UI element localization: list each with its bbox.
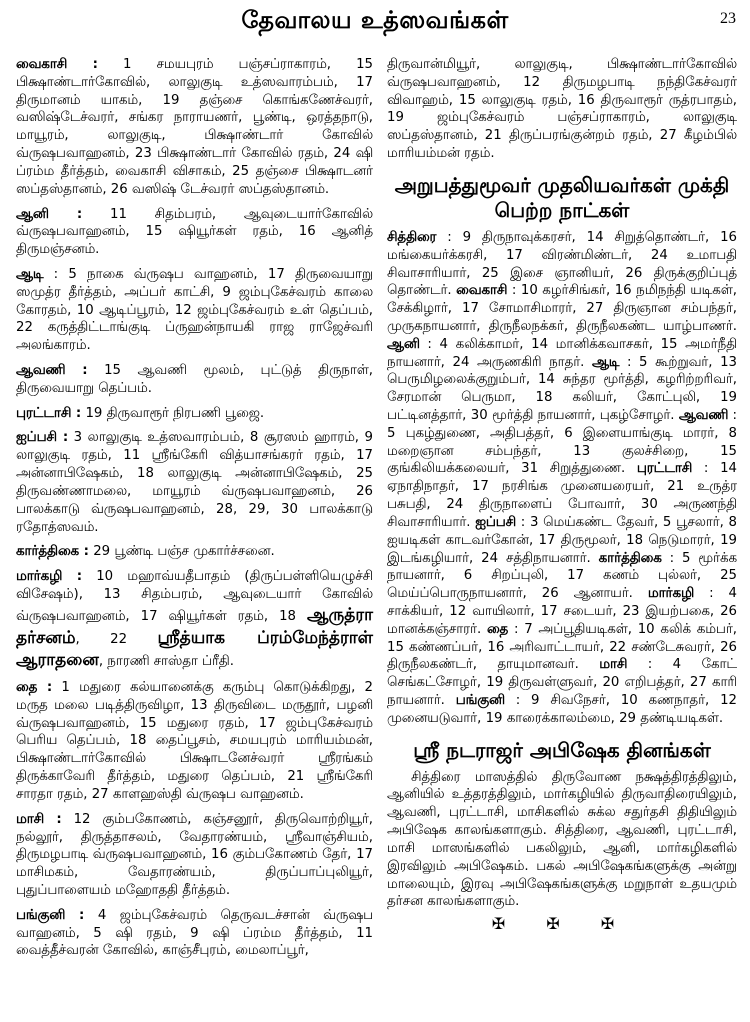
- left-column: [16, 56, 373, 967]
- month-label: தை :: [16, 680, 53, 696]
- entry-text: 10 மஹாவ்யதீபாதம் (திருப்பள்ளியெழுச்சி விசேஷம்), 13 சிதம்பரம், ஆவுடையார் கோவில் வ்ருஷபவாஹனம், 17 ஷியூர்கள் ரதம், 18: [16, 569, 373, 624]
- nayanmar-list: [387, 229, 737, 728]
- month-label: மார்கழி :: [16, 569, 83, 585]
- section-title-nataraja: ஸ்ரீ நடராஜர் அபிஷேக தினங்கள்: [413, 737, 711, 762]
- month-label: ஆடி: [591, 354, 620, 370]
- highlight-aradhana: ஸ்ரீத்யாக ப்ரம்மேந்த்ராள் ஆராதனை: [16, 627, 373, 671]
- month-label: புரட்டாசி :: [16, 405, 82, 421]
- entry-text: 3 லாலுகுடி உத்ஸவாரம்பம், 8 சூரஸம் ஹாரம், 9 லாலுகுடி ரதம், 11 ஸ்ரீங்கேரி வித்யாசங்கரர் ரதம், 17 அன்னாபிஷேகம், 18 லாலுகுடி அன்னாபிஷேகம், 25 திருவண்ணாமலை, மாயூரம் வ்ருஷபவாஹனம், 26 பாலக்காடு வ்ருஷபவாஹனம், 28, 29, 30 பாலக்காடு ரதோத்ஸவம்.: [16, 430, 373, 535]
- entry-text: 19 திருவாரூர் நிரபணி பூஜை.: [81, 405, 265, 421]
- section-title-nayanmar: அறுபத்துமூவர் முதலியவர்கள் முக்தி பெற்ற நாட்கள்: [394, 172, 730, 222]
- entry-text: 1 மதுரை கல்யானைக்கு கரும்பு கொடுக்கிறது, 2 மருத மலை படித்திருவிழா, 13 திருவிடை மருதூர், பழனி வ்ருஷபவாஹனம், 15 மதுரை ரதம், 17 ஜம்புகேச்வரம் பெரிய தெப்பம், 18 தைப்பூசம், சமயபுரம் மாரியம்மன், பிக்ஷாண்டார்கோவில் பிக்ஷாடனேச்வரர் ஸ்ரீரங்கம் திருக்காவேரி தீர்த்தம், மதுரை தெப்பம், 21 ஸ்ரீங்கேரி சாரதா ரதம், 27 காளஹஸ்தி வ்ருஷப வாஹனம்.: [16, 680, 373, 802]
- festival-entry-aani: [16, 206, 373, 259]
- footer-ornament-icon: ✠ ✠ ✠: [491, 914, 633, 934]
- month-label: கார்த்திகை: [598, 550, 662, 566]
- month-label: பங்குனி :: [16, 907, 85, 923]
- entry-text: : 4 சாக்கியர், 12 வாயிலார், 17 சடையர், 23 இயற்பகை, 26 மானக்கஞ்சாரர்.: [387, 586, 737, 637]
- month-label: மாசி :: [16, 811, 62, 827]
- month-label: ஆவணி: [678, 408, 729, 423]
- entry-text: 12 கும்பகோணம், கஞ்சனூர், திருவொற்றியூர், நல்லூர், திருத்தாசலம், வேதாரண்யம், ஸ்ரீவாஞ்சியம், திருமழபாடி வ்ருஷபவாஹனம், 16 கும்பகோணம் தேர், 17 மாசிமகம், வேதாரண்யம், திருப்பாப்புலியூர், புதுப்பாளையம் மஹோததி தீர்த்தம்.: [16, 811, 373, 898]
- page-number: 23: [720, 10, 736, 27]
- entry-text: : 9 சிவநேசர், 10 கணநாதர், 12 முனையடுவார், 19 காரைக்காலம்மை, 29 தண்டியடிகள்.: [387, 693, 737, 726]
- highlight-arudra: ஆருத்ரா தர்சனம்: [16, 604, 373, 648]
- entry-text: : 4 கலிக்காமர், 14 மானிக்கவாசகர், 15 அமர்நீதி நாயனார், 24 அருணகிரி நாதர்.: [387, 336, 737, 370]
- page-header: [0, 6, 750, 40]
- entry-text: : 7 அப்பூதியடிகள், 10 கலிக் கம்பர், 15 கண்ணப்பர், 16 அரிவாட்டாயர், 22 சண்டேசுவரர், 26 திருநீலகண்டர், தாயுமானவர்.: [387, 621, 737, 673]
- entry-text: : 4 கோட் செங்கட்சோழர், 19 திருவள்ளுவர், 20 எறிபத்தர், 27 காரி நாயனார்.: [387, 657, 737, 708]
- month-label: வைகாசி: [456, 283, 508, 299]
- month-label: சித்திரை: [387, 229, 437, 245]
- month-label: ஆனி :: [16, 206, 83, 222]
- entry-text: : 5 புகழ்துணை, அதிபத்தர், 6 இளையாங்குடி மாரர், 8 மறைஞான சம்பந்தர், 13 குலச்சிறை, 15 குங்கிலியக்கலையர், 31 சிறுத்துணை.: [387, 408, 737, 477]
- entry-text: 15 ஆவணி மூலம், புட்டுத் திருநாள், திருவையாறு தெப்பம்.: [16, 363, 373, 396]
- month-label: மாசி: [599, 657, 628, 673]
- festival-entry-vaikasi: [16, 56, 373, 199]
- entry-text: : 3 மெய்கண்ட தேவர், 5 பூசலார், 8 ஐயடிகள் காடவர்கோன், 17 திருமூலர், 18 நெடுமாரர், 19 இடங்கழியார், 24 சத்திநாயனார்.: [387, 514, 738, 566]
- month-label: மார்கழி: [647, 586, 695, 602]
- page-title: தேவாலய உத்ஸவங்கள்: [241, 6, 509, 34]
- month-label: ஆடி: [16, 266, 44, 282]
- month-label: ஆனி: [387, 336, 420, 352]
- festival-entry-margazhi: [16, 568, 373, 672]
- month-label: பங்குனி: [455, 693, 505, 708]
- entry-text: : 5 நாகை வ்ருஷப வாஹனம், 17 திருவையாறு ஸமுத்ர தீர்த்தம், அப்பர் காட்சி, 9 ஜம்புகேச்வரம் காலை கோரதம், 10 ஆடிப்பூரம், 12 ஜம்புகேச்வரம் உள் தெப்பம், 22 கருத்திட்டாங்குடி ப்ருஹன்நாயகி ராஜ ராஜேச்வரி அலங்காரம்.: [16, 266, 373, 354]
- month-label: வைகாசி :: [16, 57, 98, 72]
- entry-text: 29 பூண்டி பஞ்ச முகார்ச்சனை.: [89, 544, 275, 560]
- festival-entry-karthigai: [16, 543, 373, 561]
- entry-text: : 10 கழர்சிங்கர், 16 நமிநந்தி யடிகள், சேக்கிழார், 17 சோமாசிமாரர், 27 திருஞான சம்பந்தர், முருகநாயனார், திருநீலநக்கர், திருநீலகண்ட யாழ்பாணர்.: [387, 283, 737, 334]
- entry-text: : 5 கூற்றுவர், 13 பெருமிழலைக்குறும்பர், 14 சுந்தர மூர்த்தி, கழரிற்றரிவர், சேரமான் பெருமா, 18 கலியர், கோட்புலி, 19 பட்டினத்தார், 30 மூர்த்தி நாயனார், புகழ்சோழர்.: [387, 354, 737, 423]
- festival-entry-aavani: [16, 362, 373, 398]
- entry-text: 11 சிதம்பரம், ஆவுடையார்கோவில் வ்ருஷபவாஹனம், 15 ஷியூர்கள் ரதம், 16 ஆனித் திருமஞ்சனம்.: [16, 206, 373, 258]
- entry-text: : 9 திருநாவுக்கரசர், 14 சிறுத்தொண்டர், 16 மங்கையர்க்கரசி, 17 விரண்மிண்டர், 24 உமாபதி சிவாசாரியார், 25 இசை ஞானியர், 26 திருக்குறிப்புத் தொண்டர்.: [387, 229, 737, 299]
- entry-text: 1 சமயபுரம் பஞ்சப்ராகாரம், 15 பிக்ஷாண்டார்கோவில், லாலுகுடி உத்ஸவாரம்பம், 17 திருமானம் யாகம், 19 தஞ்சை கொங்கணேச்வரர், வஸிஷ்டேச்வரர், சங்கர நாராயணர், பூண்டி, ஒரத்தநாடு, மாயூரம், லாலுகுடி, பிக்ஷாண்டார் கோவில் வ்ருஷபவாஹனம், 23 பிக்ஷாண்டார் கோவில் ரதம், 24 ஷி ப்ரம்ம தீர்த்தம், வைகாசி விசாகம், 25 தஞ்சை பிக்ஷாடனர் ஸப்தஸ்தானம், 26 வஸிஷ் டேச்வரர் ஸப்தஸ்தானம்.: [16, 57, 373, 197]
- nataraja-abhisheka-text: சித்திரை மாஸத்தில் திருவோண நக்ஷத்திரத்திலும், ஆனியில் உத்தரத்திலும், மார்கழியில் திருவாதிரையிலும், ஆவணி, புரட்டாசி, மாசிகளில் சுக்ல சதுர்தசி திதியிலும் அபிஷேக காலங்களாகும். சித்திரை, ஆவணி, புரட்டாசி, மாசி மாஸங்களில் பகலிலும், ஆனி, மார்கழிகளில் இரவிலும் அபிஷேகம். பகல் அபிஷேகங்களுக்கு அன்று மாலையும், இரவு அபிஷேகங்களுக்கு மறுநாள் உதயமும் தர்சன காலங்களாகும்.: [387, 769, 737, 910]
- month-label: ஆவணி :: [16, 363, 88, 378]
- festival-entry-thai: [16, 679, 373, 804]
- festival-entry-aadi: [16, 266, 373, 355]
- right-column: [387, 56, 737, 935]
- entry-text: : 14 ஏநாதிநாதர், 17 நரசிங்க முனையரையர், 21 உருத்ர பசுபதி, 24 திருநாளைப் போவார், 30 அருணந்தி சிவாசாரியார்.: [387, 461, 737, 530]
- festival-entry-panguni: [16, 907, 373, 960]
- continuation-text: திருவான்மியூர், லாலுகுடி, பிக்ஷாண்டார்கோவில் வ்ருஷபவாஹனம், 12 திருமழபாடி நந்திகேச்வரர் விவாஹம், 15 லாலுகுடி ரதம், 16 திருவாரூர் ருத்ரபாதம், 19 ஜம்புகேச்வரம் பஞ்சப்ராகாரம், லாலுகுடி ஸப்தஸ்தானம், 21 திருப்பரங்குன்றம் ரதம், 27 கீழம்பில் மாரியம்மன் ரதம்.: [387, 57, 737, 162]
- entry-text: 4 ஜம்புகேச்வரம் தெருவடச்சான் வ்ருஷப வாஹனம், 5 ஷி ரதம், 9 ஷி ப்ரம்ம தீர்த்தம், 11 வைத்தீச்வரன் கோவில், காஞ்சீபுரம், மைலாப்பூர்,: [16, 907, 373, 959]
- entry-text: , 22: [75, 631, 158, 647]
- month-label: ஐப்பசி: [475, 514, 517, 530]
- festival-entry-maasi: [16, 811, 373, 900]
- festival-entry-aippasi: [16, 429, 373, 536]
- month-label: புரட்டாசி: [636, 461, 693, 477]
- month-label: தை: [486, 621, 509, 637]
- entry-text: : 5 மூர்க்க நாயனார், 6 சிறப்புலி, 17 கணம் புல்லர், 25 மெய்ப்பொருநாயனார், 26 ஆனாயர்.: [387, 550, 737, 602]
- festival-entry-purattasi: [16, 405, 373, 423]
- month-label: கார்த்திகை :: [16, 544, 89, 560]
- entry-text: , நாரணி சாஸ்தா ப்ரீதி.: [98, 654, 234, 670]
- month-label: ஐப்பசி :: [16, 430, 69, 446]
